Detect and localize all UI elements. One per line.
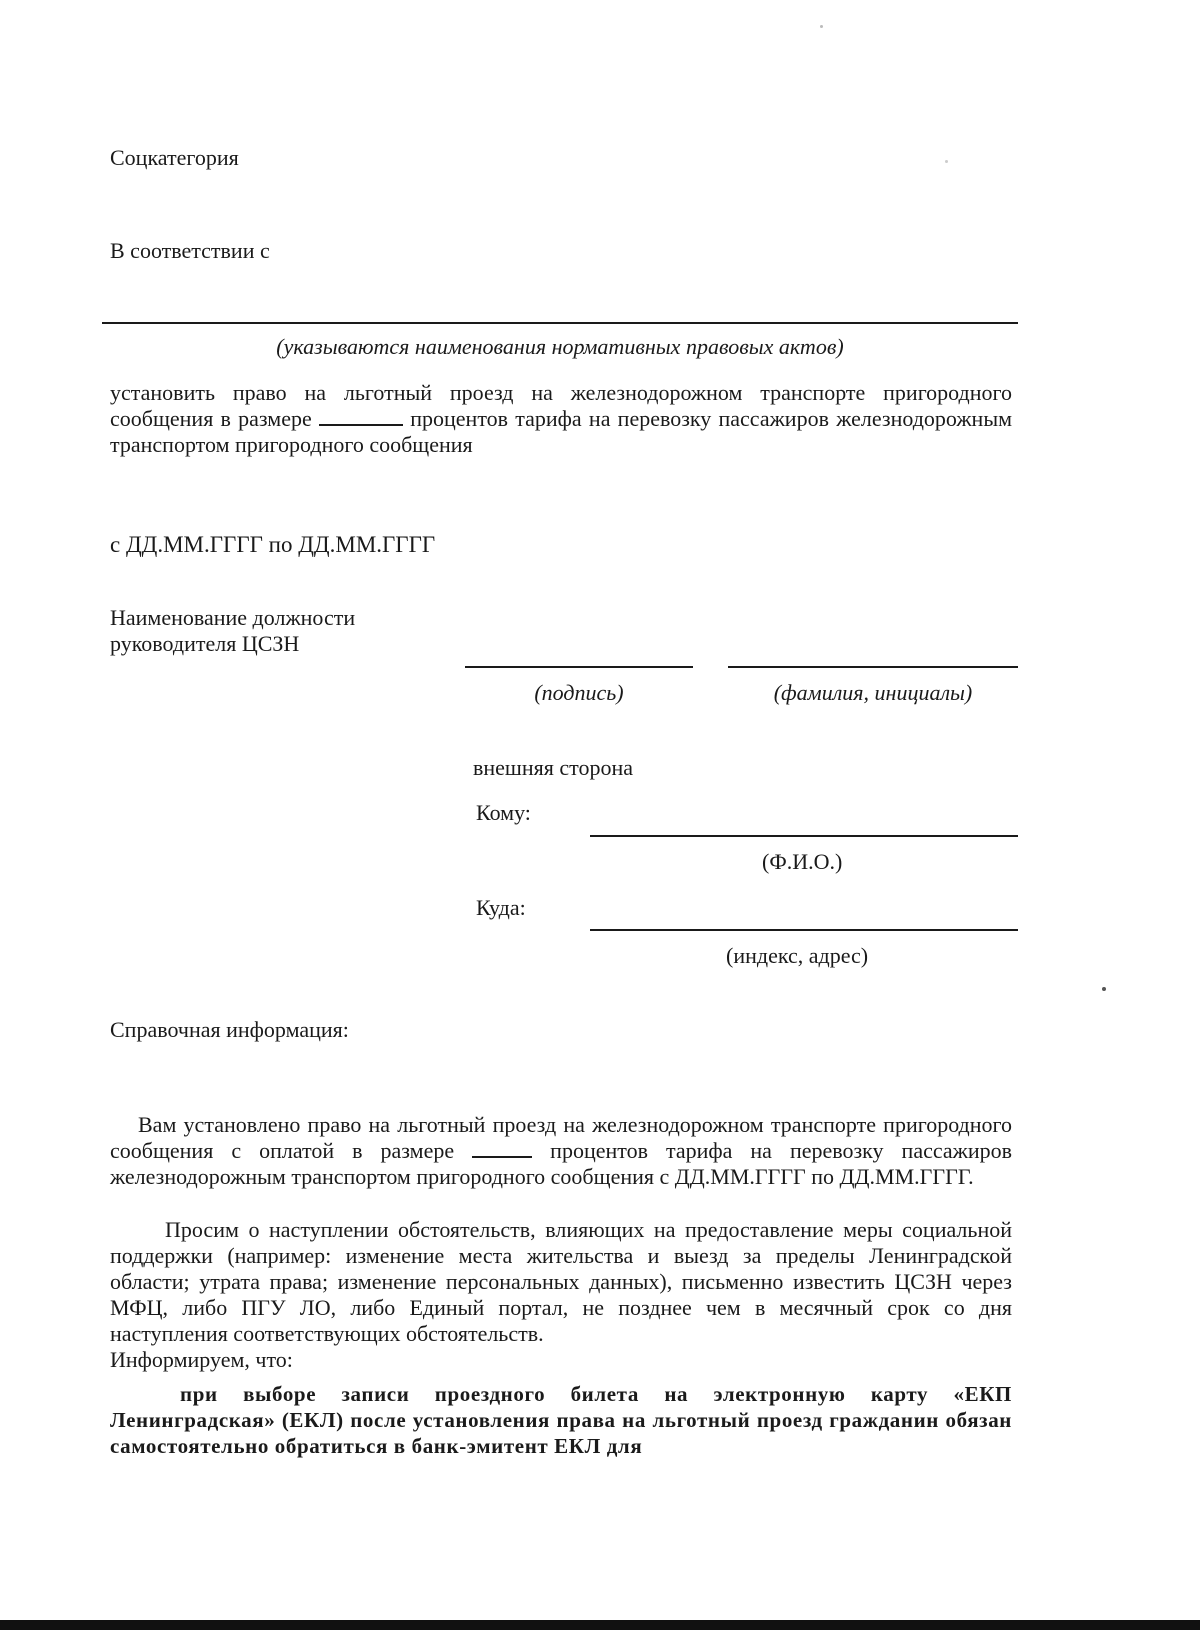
address-line bbox=[590, 929, 1018, 931]
scan-speck bbox=[1102, 987, 1106, 991]
name-caption: (фамилия, инициалы) bbox=[773, 680, 973, 705]
address-caption: (индекс, адрес) bbox=[726, 943, 869, 968]
legal-acts-line bbox=[102, 322, 1018, 324]
inform-label: Информируем, что: bbox=[110, 1347, 293, 1372]
recipient-line bbox=[590, 835, 1018, 837]
signature-line bbox=[465, 666, 693, 668]
position-line2: руководителя ЦСЗН bbox=[110, 631, 300, 656]
position-line1: Наименование должности bbox=[110, 605, 356, 630]
establish-paragraph: установить право на льготный проезд на железнодорожном транспорте пригородного сообщения в размере процентов тарифа на перевозку пассажиров железнодорожным транспортом пригородного сообщения bbox=[110, 380, 1013, 457]
outer-side-label: внешняя сторона bbox=[473, 755, 634, 780]
bold-paragraph: при выборе записи проездного билета на электронную карту «ЕКП Ленинградская» (ЕКЛ) после установления права на льготный проезд гражданин обязан самостоятельно обратиться в банк-эмитент ЕКЛ для bbox=[110, 1382, 1012, 1458]
legal-acts-caption: (указываются наименования нормативных правовых актов) bbox=[276, 334, 844, 359]
period-text: с ДД.ММ.ГГГГ по ДД.ММ.ГГГГ bbox=[110, 532, 436, 557]
reference-paragraph-1: Вам установлено право на льготный проезд на железнодорожном транспорте пригородного сообщения с оплатой в размере процентов тарифа на перевозку пассажиров железнодорожным транспортом пригородного сообщения с ДД.ММ.ГГГГ по ДД.ММ.ГГГГ. bbox=[110, 1112, 1013, 1189]
reference-paragraph-2: Просим о наступлении обстоятельств, влияющих на предоставление меры социальной поддержки (например: изменение места жительства и выезд за пределы Ленинградской области; утрата права; изменение персональных данных), письменно известить ЦСЗН через МФЦ, либо ПГУ ЛО, либо Единый портал, не позднее чем в месячный срок со дня наступления соответствующих обстоятельств. bbox=[110, 1217, 1012, 1346]
scan-bottom-edge bbox=[0, 1620, 1200, 1630]
percent-blank bbox=[319, 406, 403, 426]
fio-caption: (Ф.И.О.) bbox=[762, 849, 843, 874]
name-line bbox=[728, 666, 1018, 668]
reference-info-label: Справочная информация: bbox=[110, 1017, 349, 1042]
scan-speck bbox=[945, 160, 948, 163]
in-accordance-label: В соответствии с bbox=[110, 238, 270, 263]
percent-blank-2 bbox=[472, 1138, 532, 1158]
signature-caption: (подпись) bbox=[534, 680, 624, 705]
scan-speck bbox=[820, 25, 823, 28]
where-label: Куда: bbox=[476, 895, 526, 920]
to-label: Кому: bbox=[476, 800, 531, 825]
social-category-label: Соцкатегория bbox=[110, 145, 239, 170]
